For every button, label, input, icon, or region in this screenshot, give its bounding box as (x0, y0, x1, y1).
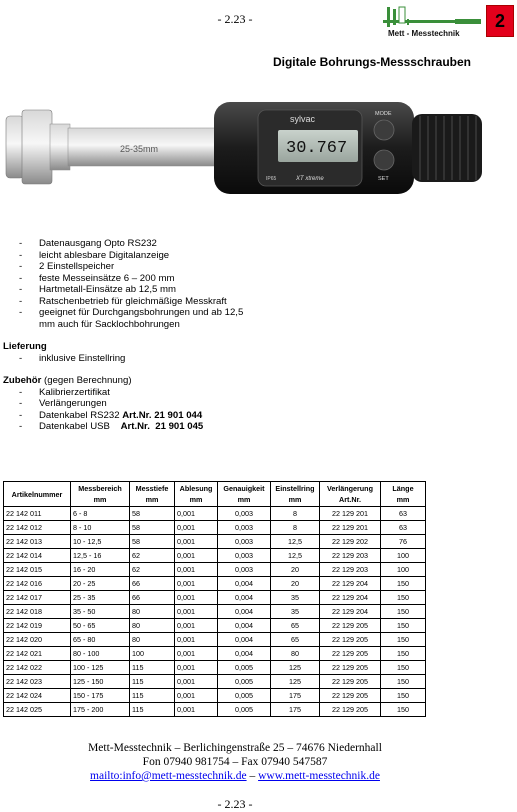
table-cell: 63 (381, 507, 426, 521)
delivery-list (3, 353, 493, 365)
table-cell: 12,5 - 16 (71, 549, 130, 563)
table-cell: 12,5 (271, 535, 320, 549)
table-cell: 0,001 (175, 703, 218, 717)
table-cell: 80 (130, 633, 175, 647)
table-cell: 22 142 020 (4, 633, 71, 647)
table-cell: 0,001 (175, 549, 218, 563)
table-row (4, 577, 426, 591)
table-cell: 58 (130, 507, 175, 521)
table-row (4, 563, 426, 577)
table-cell: 0,001 (175, 675, 218, 689)
feature-item: - leicht ablesbare Digitalanzeige (3, 250, 493, 262)
footer (0, 741, 470, 783)
table-cell: 22 142 023 (4, 675, 71, 689)
col-header-depth: Messtiefe mm (130, 482, 175, 507)
table-cell: 0,001 (175, 647, 218, 661)
website-link[interactable]: www.mett-messtechnik.de (258, 770, 380, 782)
table-cell: 0,005 (218, 703, 271, 717)
table-cell: 150 (381, 661, 426, 675)
accessories-list (3, 387, 493, 433)
table-cell: 0,001 (175, 521, 218, 535)
footer-phone-fax: Fon 07940 981754 – Fax 07940 547587 (142, 756, 328, 768)
table-cell: 22 142 015 (4, 563, 71, 577)
feature-item: - Hartmetall-Einsätze ab 12,5 mm (3, 284, 493, 296)
table-cell: 150 (381, 591, 426, 605)
table-cell: 22 142 024 (4, 689, 71, 703)
table-cell: 0,001 (175, 605, 218, 619)
table-cell: 22 142 014 (4, 549, 71, 563)
mode-button (374, 120, 394, 140)
table-cell: 12,5 (271, 549, 320, 563)
table-row (4, 549, 426, 563)
table-cell: 0,004 (218, 591, 271, 605)
table-cell: 58 (130, 535, 175, 549)
table-cell: 175 - 200 (71, 703, 130, 717)
table-cell: 63 (381, 521, 426, 535)
accessory-item: - Kalibrierzertifikat (3, 387, 493, 399)
mode-label: MODE (375, 111, 392, 117)
table-cell: 22 142 011 (4, 507, 71, 521)
table-row (4, 647, 426, 661)
table-cell: 125 - 150 (71, 675, 130, 689)
accessories-heading-note: (gegen Berechnung) (41, 375, 132, 386)
table-cell: 22 129 205 (320, 647, 381, 661)
display-readout: 30.767 (286, 139, 348, 158)
table-cell: 0,004 (218, 619, 271, 633)
col-header-reading: Ablesung mm (175, 482, 218, 507)
table-cell: 0,004 (218, 633, 271, 647)
accessories-heading-label: Zubehör (3, 375, 42, 386)
chapter-badge: 2 (486, 5, 514, 37)
spec-table (3, 481, 426, 717)
accessories-heading (3, 375, 493, 387)
table-row (4, 521, 426, 535)
table-cell: 20 (271, 563, 320, 577)
table-row (4, 689, 426, 703)
table-cell: 22 142 019 (4, 619, 71, 633)
table-cell: 22 129 201 (320, 521, 381, 535)
table-cell: 0,005 (218, 675, 271, 689)
table-cell: 8 (271, 521, 320, 535)
table-cell: 115 (130, 689, 175, 703)
table-cell: 8 (271, 507, 320, 521)
table-cell: 35 (271, 605, 320, 619)
table-row (4, 619, 426, 633)
table-cell: 66 (130, 591, 175, 605)
table-cell: 22 129 203 (320, 563, 381, 577)
table-cell: 115 (130, 661, 175, 675)
table-cell: 62 (130, 549, 175, 563)
page-number-top: - 2.23 - (217, 12, 253, 26)
table-cell: 150 (381, 633, 426, 647)
footer-links: mailto:info@mett-messtechnik.de – www.mett-messtechnik.de (90, 770, 380, 782)
feature-item: - Ratschenbetrieb für gleichmäßige Messkraft (3, 296, 493, 308)
set-button (374, 150, 394, 170)
col-header-length: Länge mm (381, 482, 426, 507)
set-label: SET (378, 176, 389, 182)
company-logo (383, 5, 483, 41)
table-cell: 0,004 (218, 647, 271, 661)
table-cell: 20 (271, 577, 320, 591)
product-photo (0, 88, 490, 213)
feature-list (3, 238, 493, 330)
table-cell: 0,005 (218, 689, 271, 703)
brand-label: sylvac (290, 114, 316, 124)
table-cell: 22 129 205 (320, 675, 381, 689)
table-cell: 0,005 (218, 661, 271, 675)
table-cell: 0,001 (175, 619, 218, 633)
table-cell: 22 129 205 (320, 689, 381, 703)
range-engraving: 25-35mm (120, 144, 159, 154)
table-cell: 100 (130, 647, 175, 661)
table-cell: 16 - 20 (71, 563, 130, 577)
table-cell: 65 - 80 (71, 633, 130, 647)
table-row (4, 703, 426, 717)
table-cell: 0,004 (218, 605, 271, 619)
col-header-ring: Einstellring mm (271, 482, 320, 507)
table-cell: 66 (130, 577, 175, 591)
table-row (4, 633, 426, 647)
table-row (4, 661, 426, 675)
table-cell: 150 (381, 577, 426, 591)
table-cell: 22 142 012 (4, 521, 71, 535)
table-row (4, 507, 426, 521)
table-cell: 0,001 (175, 633, 218, 647)
col-header-article: Artikelnummer (4, 482, 71, 507)
table-cell: 0,001 (175, 535, 218, 549)
table-cell: 22 129 201 (320, 507, 381, 521)
table-cell: 150 (381, 675, 426, 689)
table-cell: 22 142 025 (4, 703, 71, 717)
table-cell: 25 - 35 (71, 591, 130, 605)
col-header-range: Messbereich mm (71, 482, 130, 507)
feature-item: - geeignet für Durchgangsbohrungen und ab 12,5 mm auch für Sacklochbohrungen (3, 307, 254, 330)
table-row (4, 605, 426, 619)
table-cell: 76 (381, 535, 426, 549)
table-cell: 100 (381, 563, 426, 577)
table-header-row (4, 482, 426, 507)
table-cell: 22 142 016 (4, 577, 71, 591)
table-cell: 0,003 (218, 521, 271, 535)
table-cell: 22 129 204 (320, 605, 381, 619)
table-cell: 175 (271, 689, 320, 703)
table-cell: 65 (271, 619, 320, 633)
table-cell: 0,001 (175, 563, 218, 577)
table-cell: 115 (130, 675, 175, 689)
table-cell: 125 (271, 675, 320, 689)
table-cell: 35 (271, 591, 320, 605)
table-cell: 0,004 (218, 577, 271, 591)
table-cell: 115 (130, 703, 175, 717)
col-header-extension: Verlängerung Art.Nr. (320, 482, 381, 507)
model-label: XT xtreme (296, 176, 324, 182)
table-cell: 35 - 50 (71, 605, 130, 619)
table-cell: 0,003 (218, 563, 271, 577)
col-header-accuracy: Genauigkeit mm (218, 482, 271, 507)
feature-item: - 2 Einstellspeicher (3, 261, 493, 273)
feature-item: - Datenausgang Opto RS232 (3, 238, 493, 250)
accessory-item: - Datenkabel USB Art.Nr. 21 901 045 (3, 421, 493, 433)
table-cell: 22 129 204 (320, 591, 381, 605)
table-row (4, 535, 426, 549)
table-cell: 150 (381, 605, 426, 619)
table-cell: 22 142 017 (4, 591, 71, 605)
table-cell: 80 (271, 647, 320, 661)
table-cell: 0,003 (218, 507, 271, 521)
page-number-bottom: - 2.23 - (217, 797, 253, 811)
table-cell: 22 142 022 (4, 661, 71, 675)
footer-address: Mett-Messtechnik – Berlichingenstraße 25 – 74676 Niedernhall (88, 742, 382, 754)
table-row (4, 591, 426, 605)
table-cell: 22 142 018 (4, 605, 71, 619)
table-row (4, 675, 426, 689)
table-cell: 80 - 100 (71, 647, 130, 661)
table-cell: 22 142 021 (4, 647, 71, 661)
logo-text: Mett - Messtechnik (388, 29, 460, 38)
table-cell: 100 (381, 549, 426, 563)
table-cell: 0,001 (175, 689, 218, 703)
table-cell: 125 (271, 661, 320, 675)
table-cell: 0,003 (218, 549, 271, 563)
table-cell: 80 (130, 619, 175, 633)
table-cell: 150 (381, 647, 426, 661)
table-cell: 10 - 12,5 (71, 535, 130, 549)
table-cell: 22 129 205 (320, 703, 381, 717)
table-cell: 22 129 202 (320, 535, 381, 549)
table-cell: 0,003 (218, 535, 271, 549)
table-cell: 62 (130, 563, 175, 577)
page-title: Digitale Bohrungs-Messschrauben (272, 55, 471, 69)
table-cell: 20 - 25 (71, 577, 130, 591)
accessory-item: - Datenkabel RS232 Art.Nr. 21 901 044 (3, 410, 493, 422)
table-cell: 150 (381, 703, 426, 717)
email-link[interactable]: mailto:info@mett-messtechnik.de (90, 770, 247, 782)
table-cell: 22 129 205 (320, 661, 381, 675)
table-cell: 22 129 203 (320, 549, 381, 563)
table-cell: 80 (130, 605, 175, 619)
table-cell: 50 - 65 (71, 619, 130, 633)
table-cell: 65 (271, 633, 320, 647)
table-cell: 150 - 175 (71, 689, 130, 703)
ip-rating: IP65 (266, 176, 277, 182)
table-cell: 0,001 (175, 507, 218, 521)
table-cell: 6 - 8 (71, 507, 130, 521)
table-cell: 150 (381, 689, 426, 703)
table-cell: 22 129 204 (320, 577, 381, 591)
table-cell: 8 - 10 (71, 521, 130, 535)
table-cell: 22 142 013 (4, 535, 71, 549)
delivery-heading: Lieferung (3, 341, 47, 352)
table-cell: 0,001 (175, 577, 218, 591)
table-cell: 22 129 205 (320, 633, 381, 647)
delivery-item: - inklusive Einstellring (3, 353, 493, 365)
table-cell: 175 (271, 703, 320, 717)
table-cell: 0,001 (175, 591, 218, 605)
table-cell: 100 - 125 (71, 661, 130, 675)
table-cell: 58 (130, 521, 175, 535)
feature-item: - feste Messeinsätze 6 – 200 mm (3, 273, 493, 285)
accessory-item: - Verlängerungen (3, 398, 493, 410)
table-cell: 150 (381, 619, 426, 633)
table-cell: 22 129 205 (320, 619, 381, 633)
table-cell: 0,001 (175, 661, 218, 675)
